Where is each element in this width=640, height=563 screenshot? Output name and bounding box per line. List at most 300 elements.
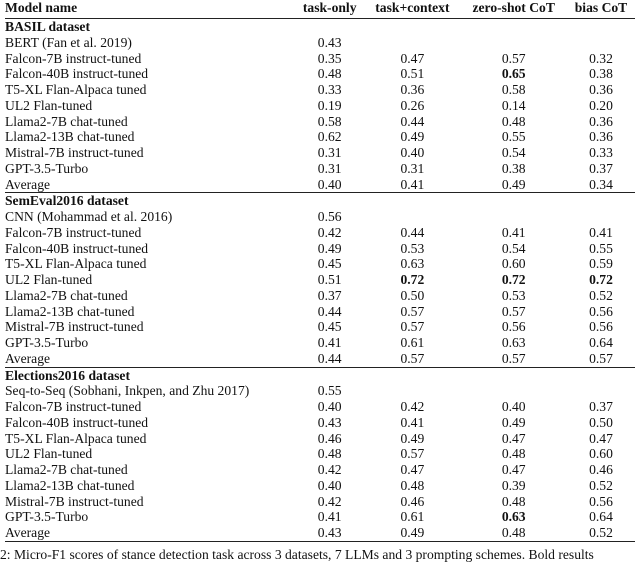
score-cell (460, 494, 567, 510)
score-cell (364, 256, 460, 272)
score-cell (460, 525, 567, 541)
score-value: 0.19 (317, 97, 342, 113)
score-cell (295, 304, 364, 320)
score-value: 0.45 (317, 319, 342, 335)
score-cell (567, 114, 635, 130)
score-value: 0.52 (589, 525, 613, 540)
score-value: 0.41 (400, 176, 425, 192)
score-value: 0.43 (317, 414, 342, 430)
model-name-cell: Llama2-7B chat-tuned (5, 287, 128, 303)
score-value: 0.58 (317, 113, 342, 129)
score-cell (460, 114, 567, 130)
model-name-cell: GPT-3.5-Turbo (5, 160, 89, 176)
score-value: 0.55 (589, 240, 613, 256)
score-cell (364, 446, 460, 462)
header-row (5, 0, 635, 19)
score-value: 0.47 (400, 50, 425, 66)
table-row (5, 351, 635, 367)
score-value: 0.36 (589, 82, 613, 97)
score-value: 0.54 (501, 145, 526, 160)
table-row (5, 462, 635, 478)
score-cell (567, 509, 635, 525)
score-cell (460, 272, 567, 288)
score-cell (364, 272, 460, 288)
score-value: 0.59 (589, 256, 613, 272)
score-value: 0.42 (317, 493, 342, 509)
score-value: 0.14 (501, 97, 526, 113)
score-value: 0.49 (400, 129, 425, 145)
score-value: 0.44 (400, 113, 425, 129)
model-name-cell: Average (5, 176, 51, 192)
score-value: 0.40 (400, 145, 425, 160)
score-cell (364, 335, 460, 351)
score-cell (567, 399, 635, 415)
score-value: 0.48 (501, 446, 526, 462)
score-value: 0.44 (400, 224, 425, 240)
score-cell (295, 161, 364, 177)
score-value: 0.41 (400, 414, 425, 430)
best-score-value: 0.72 (400, 272, 425, 287)
score-cell (295, 431, 364, 447)
score-cell (295, 383, 364, 399)
score-cell (295, 272, 364, 288)
score-cell (295, 82, 364, 98)
score-value: 0.43 (317, 525, 342, 540)
model-name-cell: UL2 Flan-tuned (5, 446, 93, 462)
table-row (5, 478, 635, 494)
score-value: 0.36 (400, 82, 425, 97)
score-cell (460, 82, 567, 98)
score-cell (567, 35, 635, 51)
score-cell (364, 82, 460, 98)
model-name-cell: UL2 Flan-tuned (5, 272, 93, 287)
score-cell (295, 509, 364, 525)
model-name-cell: T5-XL Flan-Alpaca tuned (5, 82, 147, 97)
score-cell (295, 462, 364, 478)
model-name-cell: Average (5, 525, 295, 541)
score-cell (567, 272, 635, 288)
section-title: BASIL dataset (5, 19, 90, 34)
score-cell (364, 288, 460, 304)
score-value: 0.48 (501, 525, 526, 540)
score-cell (460, 161, 567, 177)
score-cell (364, 351, 460, 367)
model-name-cell: BERT (Fan et al. 2019) (5, 34, 132, 50)
score-cell (567, 209, 635, 225)
score-cell (295, 525, 364, 541)
score-cell (364, 462, 460, 478)
score-value: 0.48 (501, 493, 526, 509)
score-value: 0.41 (501, 224, 526, 240)
model-name-cell: Mistral-7B instruct-tuned (5, 493, 144, 509)
score-cell (295, 478, 364, 494)
score-value: 0.32 (589, 50, 613, 66)
score-value: 0.34 (589, 176, 613, 192)
score-value: 0.63 (400, 256, 425, 272)
score-cell (460, 145, 567, 161)
score-value: 0.53 (400, 240, 425, 256)
score-cell (567, 225, 635, 241)
score-value: 0.61 (400, 335, 425, 350)
score-cell (460, 177, 567, 193)
score-cell (460, 478, 567, 494)
score-value: 0.41 (317, 335, 342, 350)
score-cell (567, 319, 635, 335)
score-cell (295, 177, 364, 193)
score-cell (364, 431, 460, 447)
model-name-cell: Average (5, 350, 51, 366)
model-name-cell: Llama2-13B chat-tuned (5, 129, 135, 145)
score-value: 0.49 (400, 430, 425, 446)
score-value: 0.37 (317, 287, 342, 303)
score-value: 0.46 (589, 462, 613, 477)
score-value: 0.37 (589, 399, 613, 414)
table-row (5, 129, 635, 145)
score-cell (567, 478, 635, 494)
score-cell (567, 129, 635, 145)
score-value: 0.35 (317, 50, 342, 66)
score-cell (295, 446, 364, 462)
table-caption: 2: Micro-F1 scores of stance detection task across 3 datasets, 7 LLMs and 3 prompting schemes. Bold results (0, 547, 594, 562)
score-value: 0.41 (317, 509, 342, 525)
score-cell (567, 51, 635, 67)
score-value: 0.60 (589, 446, 613, 462)
score-cell (364, 161, 460, 177)
table-row (5, 319, 635, 335)
score-cell (460, 431, 567, 447)
results-table (5, 0, 635, 542)
score-value: 0.49 (501, 176, 526, 192)
score-cell (567, 335, 635, 351)
score-cell (364, 35, 460, 51)
score-value: 0.39 (501, 477, 526, 493)
table-row (5, 383, 635, 399)
score-cell (364, 494, 460, 510)
score-value: 0.50 (589, 414, 613, 430)
score-cell (364, 509, 460, 525)
score-value: 0.52 (589, 477, 613, 493)
table-row (5, 98, 635, 114)
score-cell (364, 525, 460, 541)
score-value: 0.54 (501, 240, 526, 256)
score-value: 0.63 (501, 335, 526, 350)
score-cell (460, 129, 567, 145)
score-value: 0.48 (317, 446, 342, 462)
section-header-row (5, 19, 635, 35)
score-cell (295, 66, 364, 82)
table-row (5, 177, 635, 193)
model-name-cell: Falcon-40B instruct-tuned (5, 240, 149, 256)
model-name-cell: Mistral-7B instruct-tuned (5, 319, 144, 335)
score-cell (460, 35, 567, 51)
table-row (5, 66, 635, 82)
score-cell (567, 351, 635, 367)
score-value: 0.47 (589, 430, 613, 446)
score-cell (364, 51, 460, 67)
model-name-cell: CNN (Mohammad et al. 2016) (5, 209, 173, 224)
score-value: 0.64 (589, 509, 613, 525)
score-cell (460, 51, 567, 67)
score-value: 0.51 (400, 66, 425, 82)
score-cell (567, 462, 635, 478)
score-cell (364, 66, 460, 82)
score-cell (567, 161, 635, 177)
section-header-row (5, 193, 635, 209)
score-value: 0.42 (400, 399, 425, 414)
header-zero-shot-cot: zero-shot CoT (460, 0, 567, 19)
model-name-cell: Llama2-13B chat-tuned (5, 477, 135, 493)
table-row (5, 256, 635, 272)
score-cell (364, 209, 460, 225)
table-row (5, 399, 635, 415)
score-cell (567, 304, 635, 320)
score-value: 0.40 (317, 399, 342, 414)
score-cell (364, 241, 460, 257)
table-row (5, 209, 635, 225)
score-value: 0.31 (317, 160, 342, 176)
score-value: 0.62 (317, 129, 342, 145)
score-value: 0.47 (501, 430, 526, 446)
score-cell (295, 35, 364, 51)
score-cell (460, 335, 567, 351)
score-value: 0.48 (400, 477, 425, 493)
model-name-cell: T5-XL Flan-Alpaca tuned (5, 430, 147, 446)
score-cell (567, 383, 635, 399)
score-cell (460, 351, 567, 367)
model-name-cell: Llama2-13B chat-tuned (5, 303, 135, 319)
best-score-value: 0.72 (501, 272, 526, 287)
score-cell (460, 209, 567, 225)
score-cell (460, 241, 567, 257)
table-row (5, 114, 635, 130)
score-cell (364, 129, 460, 145)
score-cell (295, 225, 364, 241)
score-value: 0.49 (501, 414, 526, 430)
score-cell (295, 98, 364, 114)
score-value: 0.33 (317, 82, 342, 97)
score-cell (295, 335, 364, 351)
table-row (5, 335, 635, 351)
score-value: 0.53 (501, 287, 526, 303)
score-cell (567, 494, 635, 510)
score-cell (460, 415, 567, 431)
score-value: 0.47 (400, 462, 425, 477)
score-cell (295, 288, 364, 304)
table-row (5, 509, 635, 525)
model-name-cell: T5-XL Flan-Alpaca tuned (5, 256, 147, 272)
score-value: 0.44 (317, 350, 342, 366)
score-value: 0.61 (400, 509, 425, 525)
model-name-cell: Falcon-40B instruct-tuned (5, 414, 149, 430)
score-value: 0.57 (400, 303, 425, 319)
score-value: 0.43 (317, 34, 342, 50)
score-value: 0.36 (589, 129, 613, 145)
score-value: 0.56 (589, 303, 613, 319)
score-value: 0.31 (317, 145, 342, 160)
score-value: 0.64 (589, 335, 613, 350)
header-task-only: task-only (295, 0, 364, 19)
table-row (5, 51, 635, 67)
table-row (5, 225, 635, 241)
score-value: 0.50 (400, 287, 425, 303)
model-name-cell: Falcon-7B instruct-tuned (5, 399, 142, 414)
score-cell (295, 209, 364, 225)
score-value: 0.49 (317, 240, 342, 256)
score-cell (295, 399, 364, 415)
score-value: 0.58 (501, 82, 526, 97)
score-cell (567, 525, 635, 541)
score-value: 0.49 (400, 525, 425, 540)
score-cell (567, 145, 635, 161)
score-cell (364, 304, 460, 320)
score-cell (295, 241, 364, 257)
table-row (5, 494, 635, 510)
table-row (5, 415, 635, 431)
model-name-cell: Falcon-7B instruct-tuned (5, 50, 142, 66)
score-cell (567, 446, 635, 462)
score-cell (567, 431, 635, 447)
score-cell (460, 319, 567, 335)
model-name-cell: Falcon-7B instruct-tuned (5, 224, 142, 240)
score-value: 0.40 (317, 176, 342, 192)
best-score-value: 0.65 (501, 66, 526, 82)
score-value: 0.55 (317, 383, 342, 399)
score-cell (460, 446, 567, 462)
score-cell (295, 415, 364, 431)
score-value: 0.42 (317, 462, 342, 477)
score-value: 0.40 (317, 477, 342, 493)
score-cell (295, 494, 364, 510)
score-value: 0.57 (501, 350, 526, 366)
score-value: 0.33 (589, 145, 613, 160)
score-value: 0.46 (400, 493, 425, 509)
score-cell (364, 415, 460, 431)
score-cell (567, 256, 635, 272)
score-value: 0.40 (501, 399, 526, 414)
score-cell (295, 129, 364, 145)
score-cell (364, 319, 460, 335)
score-cell (364, 225, 460, 241)
score-cell (295, 319, 364, 335)
score-cell (460, 98, 567, 114)
score-value: 0.55 (501, 129, 526, 145)
score-cell (364, 177, 460, 193)
table-row (5, 304, 635, 320)
score-value: 0.26 (400, 97, 425, 113)
model-name-cell: UL2 Flan-tuned (5, 97, 93, 113)
score-cell (460, 225, 567, 241)
model-name-cell: Llama2-7B chat-tuned (5, 462, 128, 477)
score-value: 0.57 (501, 303, 526, 319)
model-name-cell: Mistral-7B instruct-tuned (5, 145, 144, 160)
table-row (5, 241, 635, 257)
section-title: Elections2016 dataset (5, 367, 635, 383)
score-cell (295, 145, 364, 161)
score-cell (295, 51, 364, 67)
score-cell (364, 145, 460, 161)
score-cell (460, 462, 567, 478)
table-row (5, 161, 635, 177)
score-value: 0.45 (317, 256, 342, 272)
header-task-context: task+context (364, 0, 460, 19)
table-row (5, 272, 635, 288)
score-value: 0.48 (317, 66, 342, 82)
model-name-cell: GPT-3.5-Turbo (5, 335, 89, 350)
header-bias-cot: bias CoT (567, 0, 635, 19)
table-row (5, 145, 635, 161)
score-cell (460, 66, 567, 82)
score-value: 0.37 (589, 160, 613, 176)
score-value: 0.47 (501, 462, 526, 477)
score-value: 0.31 (400, 160, 425, 176)
score-cell (567, 66, 635, 82)
score-cell (567, 241, 635, 257)
score-value: 0.42 (317, 224, 342, 240)
score-cell (364, 98, 460, 114)
section-header-row (5, 367, 635, 383)
score-cell (295, 256, 364, 272)
header-model-name: Model name (5, 0, 295, 19)
score-value: 0.44 (317, 303, 342, 319)
score-cell (567, 82, 635, 98)
table-row (5, 35, 635, 51)
score-value: 0.56 (589, 319, 613, 335)
table-row (5, 525, 635, 541)
score-cell (460, 399, 567, 415)
score-cell (567, 177, 635, 193)
score-cell (364, 114, 460, 130)
score-value: 0.57 (400, 446, 425, 462)
score-value: 0.38 (589, 66, 613, 82)
model-name-cell: Falcon-40B instruct-tuned (5, 66, 149, 82)
score-cell (460, 383, 567, 399)
score-value: 0.52 (589, 287, 613, 303)
score-cell (567, 98, 635, 114)
section-title: SemEval2016 dataset (5, 193, 635, 209)
table-row (5, 82, 635, 98)
score-value: 0.60 (501, 256, 526, 272)
score-value: 0.41 (589, 224, 613, 240)
score-value: 0.48 (501, 113, 526, 129)
table-row (5, 431, 635, 447)
table-row (5, 446, 635, 462)
score-cell (364, 399, 460, 415)
score-value: 0.38 (501, 160, 526, 176)
score-cell (460, 304, 567, 320)
table-row (5, 288, 635, 304)
score-cell (460, 509, 567, 525)
score-value: 0.46 (317, 430, 342, 446)
score-value: 0.56 (501, 319, 526, 335)
score-value: 0.56 (317, 209, 342, 224)
score-cell (460, 256, 567, 272)
score-cell (295, 114, 364, 130)
best-score-value: 0.72 (589, 272, 613, 287)
score-cell (295, 351, 364, 367)
score-value: 0.20 (589, 97, 613, 113)
score-cell (567, 415, 635, 431)
score-value: 0.57 (589, 350, 613, 366)
score-value: 0.57 (501, 50, 526, 66)
score-value: 0.51 (317, 272, 342, 287)
score-value: 0.57 (400, 319, 425, 335)
score-value: 0.36 (589, 113, 613, 129)
score-cell (460, 288, 567, 304)
model-name-cell: Seq-to-Seq (Sobhani, Inkpen, and Zhu 2017) (5, 383, 250, 399)
score-cell (364, 478, 460, 494)
score-value: 0.56 (589, 493, 613, 509)
score-value: 0.57 (400, 350, 425, 366)
